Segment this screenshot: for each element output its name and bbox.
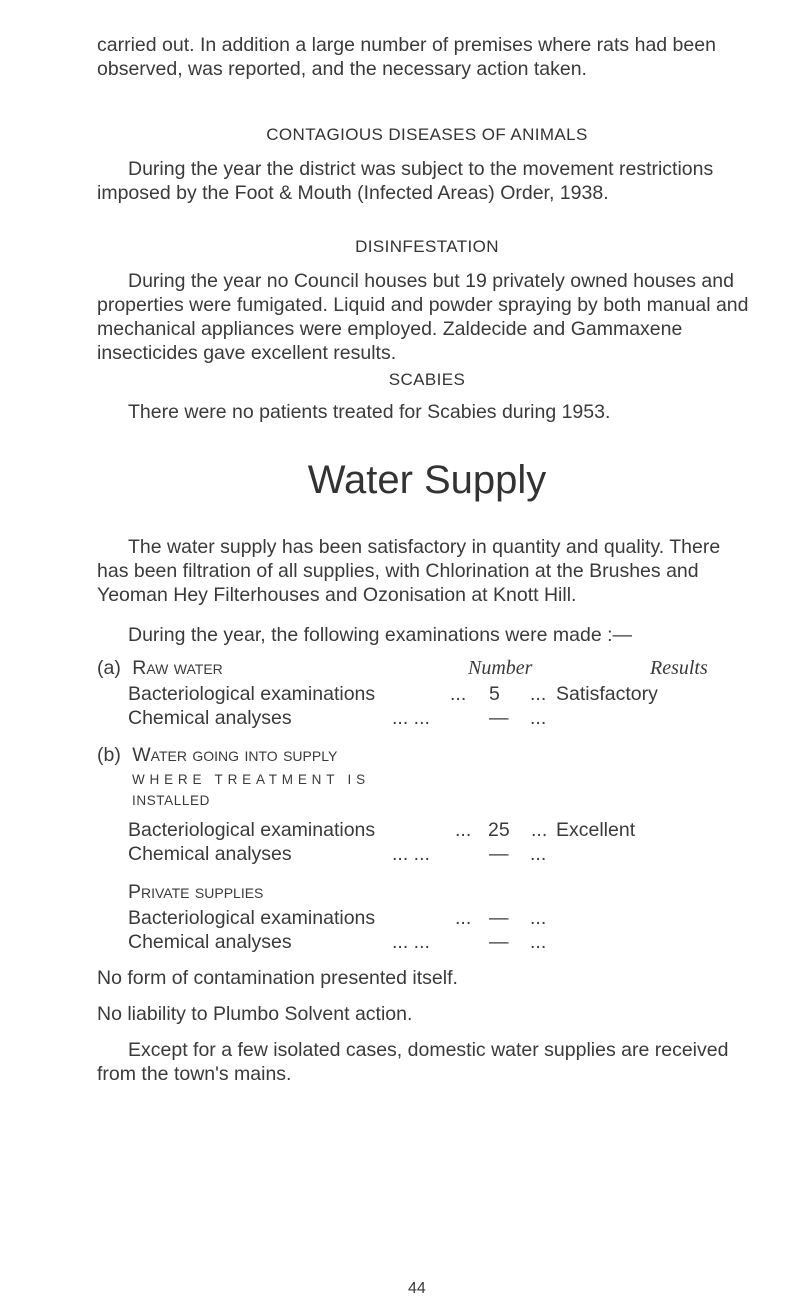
- c-row-2-leader: ... ...: [392, 931, 430, 953]
- b-row-1-result: Excellent: [556, 819, 636, 841]
- c-row-1-leader2: ...: [530, 907, 547, 929]
- column-results-header: Results: [650, 657, 708, 679]
- a-row-1-label: Bacteriological examinations: [128, 683, 376, 705]
- a-row-1-leader2: ...: [530, 683, 547, 705]
- water-supply-paragraph: The water supply has been satisfactory in quantity and quality. There has been filtration of all supplies, with Chlorination at the Brushes and Yeoman Hey Filterhouses and Ozonisation at Knott Hill.: [97, 536, 721, 606]
- c-row-2-label: Chemical analyses: [128, 931, 292, 953]
- b-row-2-leader2: ...: [530, 843, 547, 865]
- examinations-intro: During the year, the following examinations were made :—: [128, 624, 633, 646]
- section-heading-contagious: CONTAGIOUS DISEASES OF ANIMALS: [266, 125, 588, 144]
- a-row-1-number: 5: [489, 683, 500, 705]
- contamination-note: No form of contamination presented itself.: [97, 967, 458, 989]
- a-row-1-result: Satisfactory: [556, 683, 658, 705]
- plumbo-solvent-note: No liability to Plumbo Solvent action.: [97, 1003, 413, 1025]
- b-row-1-leader: ...: [455, 819, 472, 841]
- b-row-2-label: Chemical analyses: [128, 843, 292, 865]
- c-row-2-leader2: ...: [530, 931, 547, 953]
- raw-water-heading: Raw water: [132, 657, 223, 679]
- section-heading-scabies: SCABIES: [388, 370, 466, 389]
- c-row-2-number: —: [489, 931, 509, 953]
- page-number: 44: [408, 1280, 426, 1297]
- water-supply-heading-line1: Water going into supply: [132, 744, 338, 766]
- c-row-1-number: —: [489, 907, 509, 929]
- water-supply-heading-line2: WHERE TREATMENT IS: [132, 772, 370, 787]
- c-row-1-leader: ...: [455, 907, 472, 929]
- b-row-1-label: Bacteriological examinations: [128, 819, 376, 841]
- section-heading-disinfestation: DISINFESTATION: [355, 237, 499, 256]
- b-row-2-leader: ... ...: [392, 843, 430, 865]
- intro-paragraph: carried out. In addition a large number of premises where rats had been observed, was reported, and the necessary action taken.: [97, 34, 716, 80]
- a-row-2-leader2: ...: [530, 707, 547, 729]
- scabies-paragraph: There were no patients treated for Scabies during 1953.: [128, 401, 611, 423]
- a-row-2-label: Chemical analyses: [128, 707, 292, 729]
- c-row-1-label: Bacteriological examinations: [128, 907, 376, 929]
- column-number-header: Number: [468, 657, 533, 679]
- row-a-label: (a) Raw water: [97, 657, 223, 679]
- b-row-1-leader2: ...: [531, 819, 548, 841]
- b-row-1-number: 25: [488, 819, 510, 841]
- section-heading-water-supply: Water Supply: [307, 458, 547, 502]
- mains-paragraph: Except for a few isolated cases, domestic water supplies are received from the town's mains.: [97, 1039, 729, 1085]
- b-row-2-number: —: [489, 843, 509, 865]
- a-row-1-leader: ...: [450, 683, 467, 705]
- water-supply-heading-line3: INSTALLED: [132, 793, 210, 808]
- contagious-paragraph: During the year the district was subject to the movement restrictions imposed by the Foot & Mouth (Infected Areas) Order, 1938.: [97, 158, 714, 204]
- a-row-2-number: —: [489, 707, 509, 729]
- disinfestation-paragraph: During the year no Council houses but 19 privately owned houses and properties were fumigated. Liquid and powder spraying by both manual and mechanical appliances were employed. Zaldecide and Gammaxene insecticides gave excellent results.: [97, 270, 749, 364]
- private-supplies-heading: Private supplies: [128, 881, 264, 903]
- row-b-label: (b) Water going into supply: [97, 744, 338, 766]
- a-row-2-leader: ... ...: [392, 707, 430, 729]
